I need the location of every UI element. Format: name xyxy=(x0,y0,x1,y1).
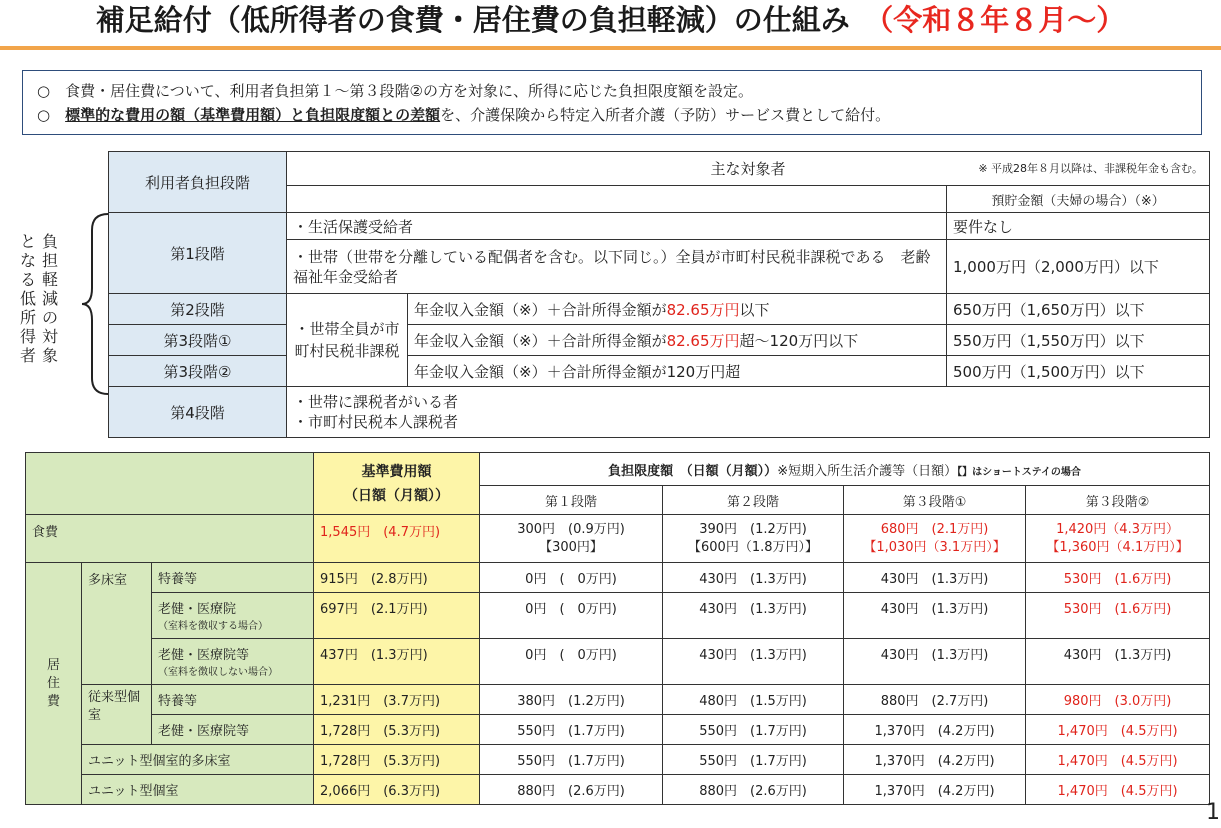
col-header-2: 第２段階 xyxy=(663,486,844,515)
header-note: ※ 平成28年８月以降は、非課税年金も含む。 xyxy=(978,162,1204,175)
limit-stage-1: 0円 ( 0万円) xyxy=(480,639,663,685)
stage-3-2-desc: 年金収入金額（※）＋合計所得金額が120万円超 xyxy=(408,356,947,387)
col-header-4: 第３段階② xyxy=(1026,486,1210,515)
limit-stage-2: 430円 (1.3万円) xyxy=(663,639,844,685)
side-label-col1: 負 担 軽 減 の 対 象 xyxy=(41,232,58,365)
note-bullet: ○ xyxy=(37,82,51,100)
room-type-label: ユニット型個室 xyxy=(88,784,179,799)
housing-label: 居 住 費 xyxy=(26,563,82,805)
target-table xyxy=(108,151,1210,438)
stage-4-desc xyxy=(287,387,1210,438)
room-type xyxy=(152,593,314,639)
room-type-note: （室料を徴収しない場合） xyxy=(158,667,278,678)
v: 【600円（1.8万円）】 xyxy=(688,539,819,555)
cost-table xyxy=(25,452,1210,805)
food-label: 食費 xyxy=(26,515,314,563)
food-stage32 xyxy=(1026,515,1210,563)
note-text: 食費・居住費について、利用者負担第１～第３段階②の方を対象に、所得に応じた負担限度額を設定。 xyxy=(65,82,753,100)
stage-3-1-desc xyxy=(408,325,947,356)
food-stage31 xyxy=(844,515,1026,563)
note-2 xyxy=(37,103,1191,127)
housing-row xyxy=(26,563,1210,593)
room-type-label: ユニット型個室的多床室 xyxy=(88,754,231,769)
header-base-line1: 基準費用額 xyxy=(361,463,432,480)
limit-stage-1: 880円 (2.6万円) xyxy=(480,775,663,805)
limit-stage-1: 0円 ( 0万円) xyxy=(480,593,663,639)
housing-row xyxy=(26,685,1210,715)
side-label-col2: と な る 低 所 得 者 xyxy=(19,232,36,365)
limit-stage-3: 430円 (1.3万円) xyxy=(844,639,1026,685)
page-number: 1 xyxy=(1206,800,1220,825)
v: 1,420円（4.3万円） xyxy=(1056,521,1179,537)
desc-red: 82.65万円 xyxy=(666,300,740,319)
col-header-3: 第３段階① xyxy=(844,486,1026,515)
stage-2-savings: 650万円（1,650万円）以下 xyxy=(947,294,1210,325)
stage-3-2: 第3段階② xyxy=(109,356,287,387)
note-underlined: 標準的な費用の額（基準費用額）と負担限度額との差額 xyxy=(65,106,441,124)
header-target xyxy=(287,152,1210,186)
stage-1a-savings: 要件なし xyxy=(947,213,1210,240)
limit-stage-3: 1,370円 (4.2万円) xyxy=(844,745,1026,775)
limit-stage-4: 1,470円 (4.5万円) xyxy=(1026,775,1210,805)
base-cost: 915円 (2.8万円) xyxy=(314,563,480,593)
stage-1a-desc: ・生活保護受給者 xyxy=(287,213,947,240)
room-type-label: 老健・医療院等 xyxy=(158,648,250,663)
base-cost: 437円 (1.3万円) xyxy=(314,639,480,685)
corner-cell xyxy=(26,453,314,515)
v: 680円 (2.1万円) xyxy=(880,521,989,537)
limit-stage-2: 550円 (1.7万円) xyxy=(663,715,844,745)
limit-stage-1: 0円 ( 0万円) xyxy=(480,563,663,593)
header-limit-short: 【】はショートステイの場合 xyxy=(957,466,1081,478)
housing-row xyxy=(26,639,1210,685)
limit-stage-3: 430円 (1.3万円) xyxy=(844,593,1026,639)
housing-row xyxy=(26,593,1210,639)
limit-stage-1: 550円 (1.7万円) xyxy=(480,745,663,775)
brace-icon xyxy=(82,212,110,396)
base-cost: 2,066円 (6.3万円) xyxy=(314,775,480,805)
title-date: （令和８年８月～） xyxy=(878,3,1126,37)
v: 390円 (1.2万円) xyxy=(699,521,807,537)
limit-stage-4: 1,470円 (4.5万円) xyxy=(1026,745,1210,775)
stage-1: 第1段階 xyxy=(109,213,287,294)
food-base: 1,545円 (4.7万円) xyxy=(314,515,480,563)
room-type xyxy=(82,775,314,805)
room-type-label: 特養等 xyxy=(158,572,198,587)
limit-stage-4: 980円 (3.0万円) xyxy=(1026,685,1210,715)
limit-stage-3: 880円 (2.7万円) xyxy=(844,685,1026,715)
conventional-room-label: 従来型個室 xyxy=(82,685,152,745)
stage-3-1: 第3段階① xyxy=(109,325,287,356)
room-type xyxy=(152,563,314,593)
stage-3-1-savings: 550万円（1,550万円）以下 xyxy=(947,325,1210,356)
v: 【1,360円（4.1万円）】 xyxy=(1046,539,1189,555)
limit-stage-3: 1,370円 (4.2万円) xyxy=(844,715,1026,745)
base-cost: 1,728円 (5.3万円) xyxy=(314,715,480,745)
header-limit-main: 負担限度額 （日額（月額）） xyxy=(608,463,778,479)
limit-stage-3: 1,370円 (4.2万円) xyxy=(844,775,1026,805)
base-cost: 697円 (2.1万円) xyxy=(314,593,480,639)
header-base-line2: （日額（月額）） xyxy=(344,487,450,504)
header-stage: 利用者負担段階 xyxy=(109,152,287,213)
food-row xyxy=(26,515,1210,563)
room-type xyxy=(82,745,314,775)
desc-text: 年金収入金額（※）＋合計所得金額が xyxy=(414,300,667,319)
limit-stage-4: 430円 (1.3万円) xyxy=(1026,639,1210,685)
non-taxed-group: ・世帯全員が市町村民税非課税 xyxy=(287,294,408,387)
stage-4-line: ・世帯に課税者がいる者 xyxy=(293,393,459,411)
room-type-label: 特養等 xyxy=(158,694,198,709)
stage-1b-savings: 1,000万円（2,000万円）以下 xyxy=(947,240,1210,294)
food-stage2 xyxy=(663,515,844,563)
multi-bed-label: 多床室 xyxy=(82,563,152,685)
header-savings: 預貯金額（夫婦の場合）（※） xyxy=(947,186,1210,213)
stage-2: 第2段階 xyxy=(109,294,287,325)
room-type xyxy=(152,715,314,745)
limit-stage-4: 530円 (1.6万円) xyxy=(1026,563,1210,593)
room-type-label: 老健・医療院等 xyxy=(158,724,250,739)
title-underline xyxy=(0,46,1221,50)
side-label xyxy=(16,232,86,372)
desc-text: 年金収入金額（※）＋合計所得金額が xyxy=(414,331,667,350)
page-title xyxy=(0,0,1221,44)
note-text: を、介護保険から特定入所者介護（予防）サービス費として給付。 xyxy=(440,106,891,124)
limit-stage-3: 430円 (1.3万円) xyxy=(844,563,1026,593)
v: 300円 (0.9万円) xyxy=(517,521,625,537)
stage-3-2-savings: 500万円（1,500万円）以下 xyxy=(947,356,1210,387)
header-limit-note: ※短期入所生活介護等（日額） xyxy=(777,463,958,479)
food-stage1 xyxy=(480,515,663,563)
note-1 xyxy=(37,79,1191,103)
housing-row xyxy=(26,745,1210,775)
housing-row xyxy=(26,775,1210,805)
room-type-label: 老健・医療院 xyxy=(158,602,237,617)
limit-stage-4: 1,470円 (4.5万円) xyxy=(1026,715,1210,745)
limit-stage-2: 550円 (1.7万円) xyxy=(663,745,844,775)
limit-stage-4: 530円 (1.6万円) xyxy=(1026,593,1210,639)
stage-4-line: ・市町村民税本人課税者 xyxy=(293,413,459,431)
v: 【1,030円（3.1万円）】 xyxy=(863,539,1006,555)
stage-2-desc xyxy=(408,294,947,325)
base-cost: 1,728円 (5.3万円) xyxy=(314,745,480,775)
v: 【300円】 xyxy=(539,539,603,555)
limit-stage-2: 430円 (1.3万円) xyxy=(663,563,844,593)
housing-row xyxy=(26,715,1210,745)
limit-stage-2: 480円 (1.5万円) xyxy=(663,685,844,715)
limit-stage-2: 430円 (1.3万円) xyxy=(663,593,844,639)
note-bullet: ○ xyxy=(37,106,51,124)
desc-text: 以下 xyxy=(739,300,770,319)
limit-stage-2: 880円 (2.6万円) xyxy=(663,775,844,805)
limit-stage-1: 380円 (1.2万円) xyxy=(480,685,663,715)
limit-stage-1: 550円 (1.7万円) xyxy=(480,715,663,745)
room-type-note: （室料を徴収する場合） xyxy=(158,621,268,632)
header-limit xyxy=(480,453,1210,486)
stage-1b-desc: ・世帯（世帯を分離している配偶者を含む。以下同じ。）全員が市町村民税非課税である 老齢福祉年金受給者 xyxy=(287,240,947,294)
header-base xyxy=(314,453,480,515)
summary-box xyxy=(22,70,1202,135)
desc-red: 82.65万円 xyxy=(666,331,740,350)
header-spacer xyxy=(287,186,947,213)
room-type xyxy=(152,685,314,715)
desc-text: 超～120万円以下 xyxy=(739,331,859,350)
room-type xyxy=(152,639,314,685)
base-cost: 1,231円 (3.7万円) xyxy=(314,685,480,715)
col-header-1: 第１段階 xyxy=(480,486,663,515)
stage-4: 第4段階 xyxy=(109,387,287,438)
title-main: 補足給付（低所得者の食費・居住費の負担軽減）の仕組み xyxy=(95,3,879,37)
header-target-label: 主な対象者 xyxy=(710,160,786,178)
